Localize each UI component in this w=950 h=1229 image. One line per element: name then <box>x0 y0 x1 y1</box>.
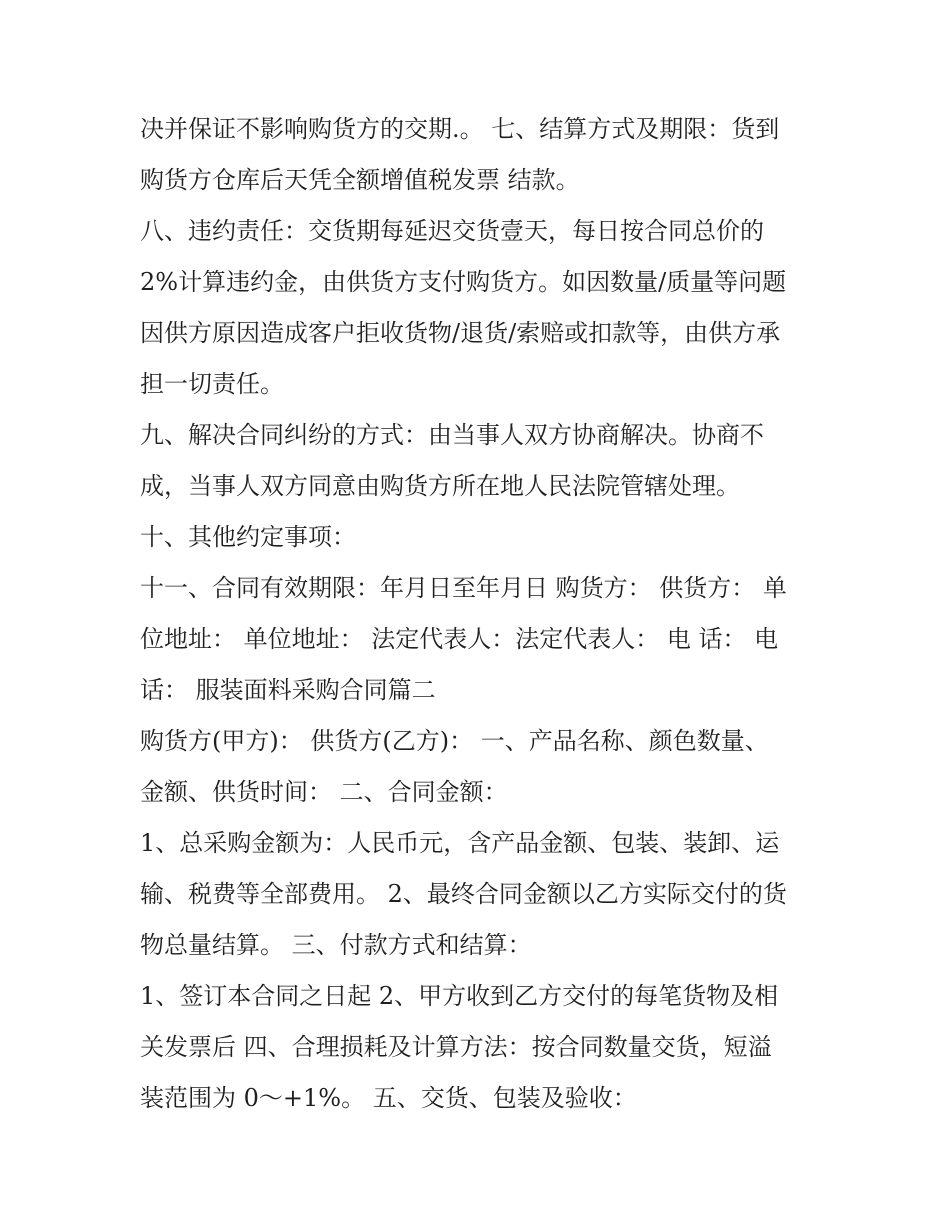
text-line: 输、税费等全部费用。 2、最终合同金额以乙方实际交付的货 <box>140 880 787 908</box>
text-line: 购货方(甲方)： 供货方(乙方)： 一、产品名称、颜色数量、 <box>140 727 769 755</box>
text-line: 十一、合同有效期限：年月日至年月日 购货方： 供货方： 单 <box>140 574 787 602</box>
text-line: 十、其他约定事项： <box>140 523 356 551</box>
text-line: 成，当事人双方同意由购货方所在地人民法院管辖处理。 <box>140 472 740 500</box>
text-line: 话： 服装面料采购合同篇二 <box>140 676 436 704</box>
document-body <box>140 104 820 1124</box>
text-line: 物总量结算。 三、付款方式和结算： <box>140 931 532 959</box>
text-line: 九、解决合同纠纷的方式：由当事人双方协商解决。协商不 <box>140 421 764 449</box>
text-line: 1、总采购金额为：人民币元，含产品金额、包装、装卸、运 <box>140 829 780 857</box>
text-line: 因供方原因造成客户拒收货物/退货/索赔或扣款等，由供方承 <box>140 319 781 347</box>
text-line: 1、签订本合同之日起 2、甲方收到乙方交付的每笔货物及相 <box>140 982 779 1010</box>
text-line: 位地址： 单位地址： 法定代表人：法定代表人： 电 话： 电 <box>140 625 779 653</box>
text-line: 购货方仓库后天凭全额增值税发票 结款。 <box>140 166 580 194</box>
text-line: 关发票后 四、合理损耗及计算方法：按合同数量交货，短溢 <box>140 1033 772 1061</box>
text-line: 金额、供货时间： 二、合同金额： <box>140 778 508 806</box>
text-line: 担一切责任。 <box>140 370 284 398</box>
text-line: 2%计算违约金，由供货方支付购货方。如因数量/质量等问题 <box>140 268 787 296</box>
text-line: 八、违约责任：交货期每延迟交货壹天，每日按合同总价的 <box>140 217 764 245</box>
text-line: 装范围为 0～+1%。 五、交货、包装及验收： <box>140 1084 637 1112</box>
text-line: 决并保证不影响购货方的交期.。 七、结算方式及期限：货到 <box>140 115 780 143</box>
